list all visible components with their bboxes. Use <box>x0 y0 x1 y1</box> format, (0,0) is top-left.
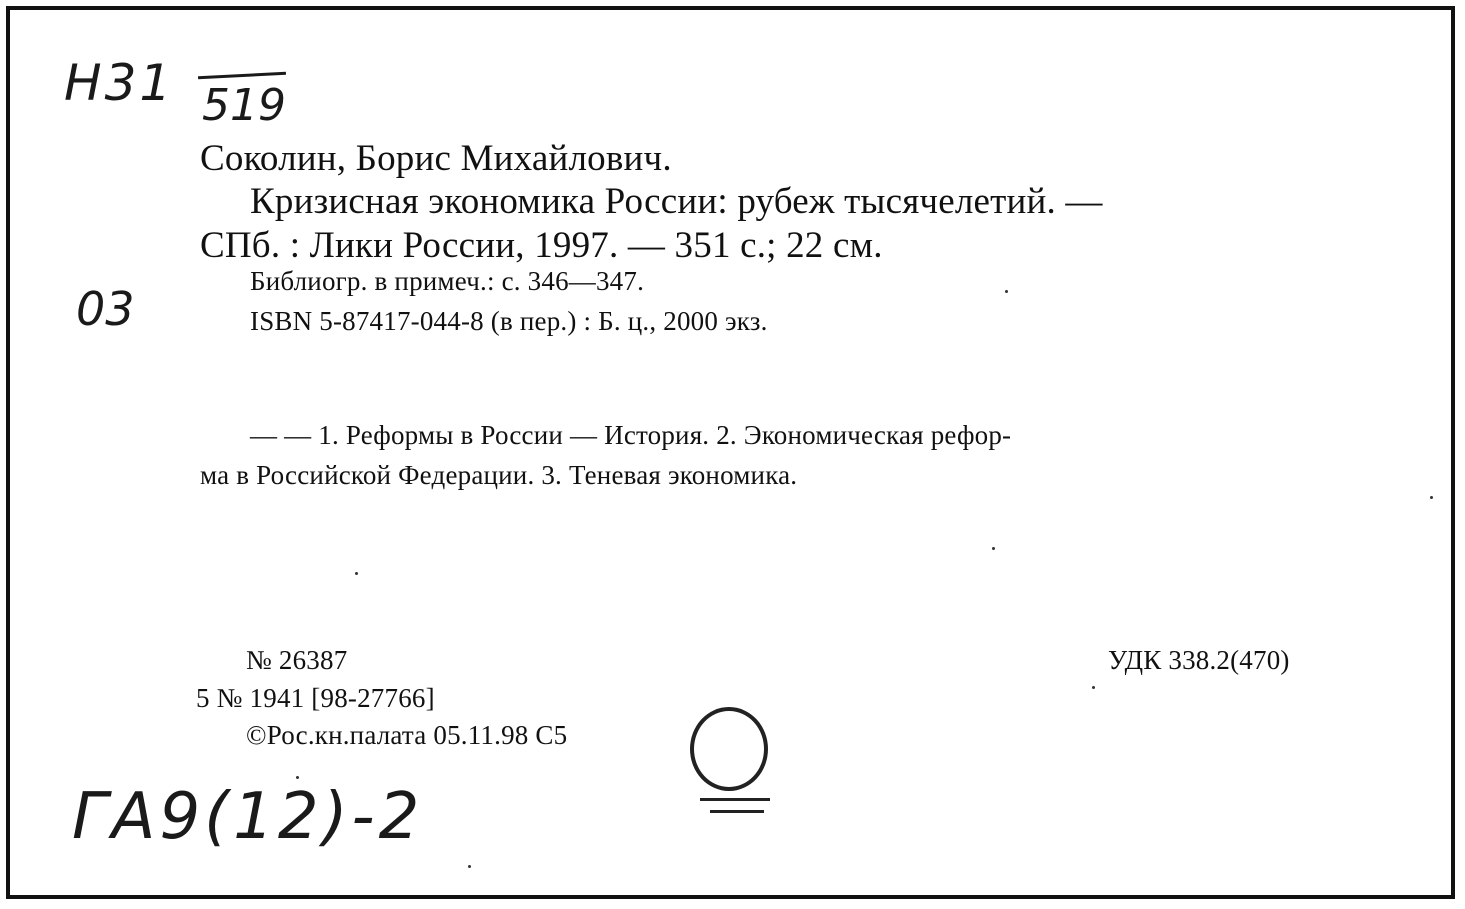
speck <box>296 776 299 779</box>
title-line-2: СПб. : Лики России, 1997. — 351 с.; 22 см. <box>200 225 883 266</box>
title-line-1: Кризисная экономика России: рубеж тысячелетий. — <box>250 181 1103 222</box>
isbn-line: ISBN 5-87417-044-8 (в пер.) : Б. ц., 2000 экз. <box>250 306 768 336</box>
author-heading: Соколин, Борис Михайлович. <box>200 138 672 179</box>
copyright-line: ©Рос.кн.палата 05.11.98 С5 <box>246 720 568 750</box>
subjects-line-1: — — 1. Реформы в России — История. 2. Экономическая рефор- <box>250 420 1012 450</box>
bibliography-note: Библиогр. в примеч.: с. 346—347. <box>250 266 645 296</box>
call-number: Н31 <box>64 54 175 112</box>
stamp-underline-2 <box>710 810 764 813</box>
speck <box>992 547 995 550</box>
catalog-card <box>6 6 1455 899</box>
udk-code: УДК 338.2(470) <box>1108 645 1290 675</box>
circle-stamp-icon <box>690 707 768 791</box>
registration-number: № 26387 <box>246 645 348 675</box>
call-number-overline <box>198 72 286 80</box>
shelf-mark: ГА9(12)-2 <box>72 780 424 854</box>
speck <box>355 572 358 575</box>
call-number-sub: 519 <box>202 80 286 131</box>
margin-mark: 03 <box>76 282 135 336</box>
speck <box>1005 290 1008 293</box>
speck <box>1430 496 1433 499</box>
stamp-underline <box>700 798 770 801</box>
subjects-line-2: ма в Российской Федерации. 3. Теневая экономика. <box>200 460 798 490</box>
speck <box>1092 686 1095 689</box>
card-number: 5 № 1941 [98-27766] <box>196 683 435 713</box>
speck <box>468 865 471 868</box>
